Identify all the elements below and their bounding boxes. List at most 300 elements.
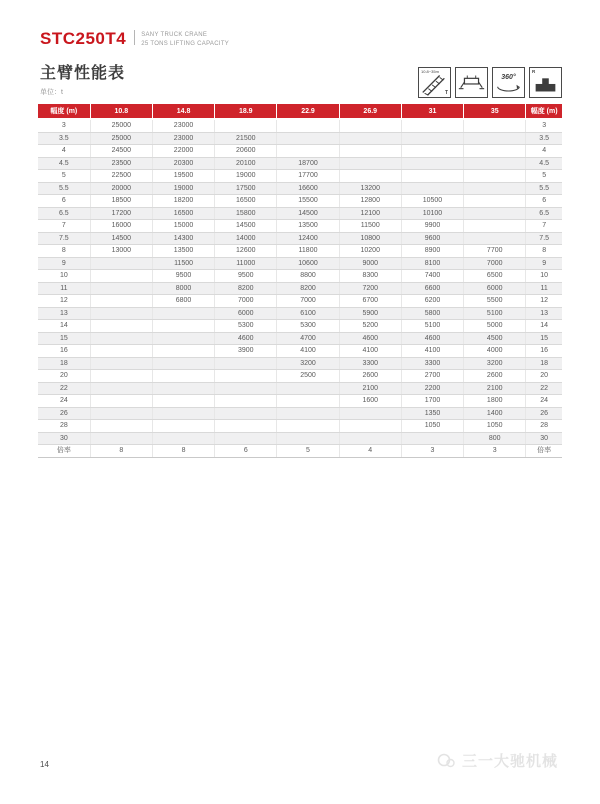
capacity-cell: 15000 bbox=[152, 220, 214, 233]
capacity-cell bbox=[152, 370, 214, 383]
capacity-cell: 11000 bbox=[215, 257, 277, 270]
capacity-cell bbox=[90, 370, 152, 383]
capacity-cell: 3900 bbox=[215, 345, 277, 358]
capacity-cell: 10100 bbox=[401, 207, 463, 220]
radius-cell: 18 bbox=[526, 357, 562, 370]
radius-cell: 13 bbox=[526, 307, 562, 320]
capacity-cell: 8200 bbox=[215, 282, 277, 295]
brand-tagline-line1: SANY TRUCK CRANE bbox=[141, 32, 208, 38]
capacity-cell bbox=[90, 332, 152, 345]
capacity-cell: 14000 bbox=[215, 232, 277, 245]
capacity-cell: 10500 bbox=[401, 195, 463, 208]
header-cell: 幅度 (m) bbox=[38, 104, 90, 119]
outriggers-icon bbox=[455, 67, 488, 98]
table-row bbox=[38, 119, 562, 132]
boom-corner-letter: T bbox=[444, 90, 448, 96]
unit-label: 单位：t bbox=[40, 89, 63, 96]
spec-icons bbox=[418, 67, 562, 98]
capacity-cell: 4100 bbox=[339, 345, 401, 358]
radius-cell: 7.5 bbox=[526, 232, 562, 245]
radius-cell: 30 bbox=[38, 432, 90, 445]
capacity-cell: 4100 bbox=[401, 345, 463, 358]
radius-cell: 3 bbox=[38, 119, 90, 132]
radius-cell: 3.5 bbox=[526, 132, 562, 145]
capacity-cell: 5300 bbox=[215, 320, 277, 333]
capacity-cell: 13200 bbox=[339, 182, 401, 195]
capacity-cell: 18700 bbox=[277, 157, 339, 170]
capacity-cell bbox=[464, 170, 526, 183]
capacity-cell: 16500 bbox=[215, 195, 277, 208]
header-cell: 22.9 bbox=[277, 104, 339, 119]
radius-cell: 4.5 bbox=[526, 157, 562, 170]
radius-cell: 3 bbox=[526, 119, 562, 132]
capacity-cell: 3300 bbox=[339, 357, 401, 370]
radius-cell: 24 bbox=[526, 395, 562, 408]
capacity-cell: 13500 bbox=[152, 245, 214, 258]
capacity-cell: 9500 bbox=[215, 270, 277, 283]
capacity-cell: 1050 bbox=[401, 420, 463, 433]
capacity-cell: 9900 bbox=[401, 220, 463, 233]
brand-tagline bbox=[141, 30, 229, 48]
capacity-cell: 8200 bbox=[277, 282, 339, 295]
capacity-cell bbox=[152, 357, 214, 370]
capacity-cell bbox=[152, 345, 214, 358]
capacity-cell bbox=[401, 119, 463, 132]
capacity-cell bbox=[90, 407, 152, 420]
capacity-cell: 12800 bbox=[339, 195, 401, 208]
radius-cell: 7 bbox=[526, 220, 562, 233]
table-row bbox=[38, 182, 562, 195]
radius-cell: 15 bbox=[526, 332, 562, 345]
capacity-cell: 11800 bbox=[277, 245, 339, 258]
capacity-cell: 7000 bbox=[464, 257, 526, 270]
capacity-cell: 3200 bbox=[277, 357, 339, 370]
capacity-cell: 5300 bbox=[277, 320, 339, 333]
capacity-cell: 6700 bbox=[339, 295, 401, 308]
capacity-cell: 12100 bbox=[339, 207, 401, 220]
table-row bbox=[38, 170, 562, 183]
capacity-cell: 6000 bbox=[464, 282, 526, 295]
capacity-cell: 7200 bbox=[339, 282, 401, 295]
capacity-cell: 1400 bbox=[464, 407, 526, 420]
brand-logo: STC250T4 bbox=[40, 29, 127, 48]
capacity-cell bbox=[401, 170, 463, 183]
radius-cell: 5.5 bbox=[526, 182, 562, 195]
capacity-cell: 7700 bbox=[464, 245, 526, 258]
capacity-cell: 2100 bbox=[339, 382, 401, 395]
capacity-cell: 20000 bbox=[90, 182, 152, 195]
capacity-cell: 5100 bbox=[464, 307, 526, 320]
radius-cell: 3.5 bbox=[38, 132, 90, 145]
capacity-cell: 14500 bbox=[90, 232, 152, 245]
capacity-cell: 10200 bbox=[339, 245, 401, 258]
capacity-cell: 5200 bbox=[339, 320, 401, 333]
counterweight-glyph bbox=[530, 68, 561, 97]
table-row bbox=[38, 345, 562, 358]
capacity-cell bbox=[339, 432, 401, 445]
multiplier-row bbox=[38, 445, 562, 458]
capacity-cell: 5500 bbox=[464, 295, 526, 308]
capacity-cell: 5900 bbox=[339, 307, 401, 320]
capacity-cell: 25000 bbox=[90, 132, 152, 145]
capacity-cell bbox=[401, 182, 463, 195]
radius-cell: 11 bbox=[526, 282, 562, 295]
capacity-cell: 17500 bbox=[215, 182, 277, 195]
radius-cell: 13 bbox=[38, 307, 90, 320]
counterweight-icon bbox=[529, 67, 562, 98]
capacity-cell: 13000 bbox=[90, 245, 152, 258]
table-row bbox=[38, 395, 562, 408]
capacity-cell bbox=[152, 382, 214, 395]
radius-cell: 28 bbox=[38, 420, 90, 433]
radius-cell: 10 bbox=[38, 270, 90, 283]
capacity-cell bbox=[339, 119, 401, 132]
brand-tagline-line2: 25 TONS LIFTING CAPACITY bbox=[141, 40, 230, 47]
capacity-cell: 16000 bbox=[90, 220, 152, 233]
capacity-cell: 4700 bbox=[277, 332, 339, 345]
capacity-cell bbox=[464, 220, 526, 233]
radius-cell: 26 bbox=[38, 407, 90, 420]
capacity-cell bbox=[152, 332, 214, 345]
capacity-cell bbox=[464, 119, 526, 132]
capacity-cell bbox=[215, 357, 277, 370]
boom-range-label: 10.8~35m bbox=[421, 69, 439, 74]
header-cell: 26.9 bbox=[339, 104, 401, 119]
capacity-cell: 22000 bbox=[152, 145, 214, 158]
capacity-cell: 18500 bbox=[90, 195, 152, 208]
capacity-cell: 17700 bbox=[277, 170, 339, 183]
capacity-cell bbox=[152, 432, 214, 445]
radius-cell: 24 bbox=[38, 395, 90, 408]
header-cell: 10.8 bbox=[90, 104, 152, 119]
radius-cell: 7.5 bbox=[38, 232, 90, 245]
table-row bbox=[38, 207, 562, 220]
radius-cell: 16 bbox=[526, 345, 562, 358]
radius-cell: 5.5 bbox=[38, 182, 90, 195]
capacity-cell: 23500 bbox=[90, 157, 152, 170]
radius-cell: 15 bbox=[38, 332, 90, 345]
counterweight-letter: R bbox=[532, 69, 536, 74]
radius-cell: 8 bbox=[526, 245, 562, 258]
rotation-arrow-glyph bbox=[493, 68, 524, 97]
capacity-cell bbox=[464, 232, 526, 245]
brand-header bbox=[40, 30, 229, 48]
table-row bbox=[38, 407, 562, 420]
radius-cell: 30 bbox=[526, 432, 562, 445]
table-body bbox=[38, 119, 562, 445]
capacity-cell bbox=[339, 145, 401, 158]
outriggers-glyph bbox=[456, 68, 487, 97]
capacity-cell: 7400 bbox=[401, 270, 463, 283]
capacity-cell: 10800 bbox=[339, 232, 401, 245]
table-row bbox=[38, 220, 562, 233]
capacity-cell bbox=[215, 382, 277, 395]
capacity-cell bbox=[277, 407, 339, 420]
capacity-cell bbox=[464, 145, 526, 158]
capacity-cell bbox=[152, 320, 214, 333]
radius-cell: 6.5 bbox=[38, 207, 90, 220]
capacity-cell: 800 bbox=[464, 432, 526, 445]
table-row bbox=[38, 370, 562, 383]
capacity-cell bbox=[90, 270, 152, 283]
rotation-360-icon bbox=[492, 67, 525, 98]
table-row bbox=[38, 420, 562, 433]
capacity-cell bbox=[90, 307, 152, 320]
multiplier-cell: 8 bbox=[90, 445, 152, 458]
radius-cell: 26 bbox=[526, 407, 562, 420]
capacity-cell: 7000 bbox=[215, 295, 277, 308]
radius-cell: 9 bbox=[38, 257, 90, 270]
header-cell: 18.9 bbox=[215, 104, 277, 119]
multiplier-cell: 5 bbox=[277, 445, 339, 458]
capacity-cell: 2600 bbox=[339, 370, 401, 383]
capacity-cell: 20100 bbox=[215, 157, 277, 170]
capacity-cell: 9000 bbox=[339, 257, 401, 270]
table-row bbox=[38, 232, 562, 245]
table-row bbox=[38, 257, 562, 270]
capacity-cell bbox=[90, 320, 152, 333]
radius-cell: 4.5 bbox=[38, 157, 90, 170]
multiplier-label-cell: 倍率 bbox=[38, 445, 90, 458]
capacity-cell bbox=[464, 157, 526, 170]
capacity-cell: 10600 bbox=[277, 257, 339, 270]
capacity-cell bbox=[277, 382, 339, 395]
radius-cell: 5 bbox=[38, 170, 90, 183]
header-cell: 31 bbox=[401, 104, 463, 119]
capacity-cell bbox=[215, 432, 277, 445]
capacity-cell bbox=[90, 432, 152, 445]
capacity-cell: 19000 bbox=[215, 170, 277, 183]
capacity-cell bbox=[277, 132, 339, 145]
table-row bbox=[38, 195, 562, 208]
capacity-cell: 23000 bbox=[152, 119, 214, 132]
capacity-cell: 3200 bbox=[464, 357, 526, 370]
capacity-cell: 16500 bbox=[152, 207, 214, 220]
capacity-cell bbox=[401, 157, 463, 170]
capacity-cell: 23000 bbox=[152, 132, 214, 145]
radius-cell: 20 bbox=[38, 370, 90, 383]
table-row bbox=[38, 357, 562, 370]
capacity-cell: 17200 bbox=[90, 207, 152, 220]
radius-cell: 18 bbox=[38, 357, 90, 370]
capacity-cell: 4600 bbox=[215, 332, 277, 345]
capacity-cell: 4600 bbox=[401, 332, 463, 345]
capacity-cell: 11500 bbox=[339, 220, 401, 233]
header-cell: 幅度 (m) bbox=[526, 104, 562, 119]
capacity-cell bbox=[339, 170, 401, 183]
capacity-cell: 20600 bbox=[215, 145, 277, 158]
capacity-cell bbox=[464, 195, 526, 208]
capacity-cell: 5100 bbox=[401, 320, 463, 333]
capacity-cell: 15800 bbox=[215, 207, 277, 220]
capacity-cell: 1700 bbox=[401, 395, 463, 408]
capacity-cell bbox=[90, 395, 152, 408]
capacity-cell bbox=[215, 420, 277, 433]
boom-performance-table bbox=[38, 104, 562, 458]
multiplier-cell: 8 bbox=[152, 445, 214, 458]
capacity-cell: 24500 bbox=[90, 145, 152, 158]
capacity-cell bbox=[277, 145, 339, 158]
capacity-cell: 19500 bbox=[152, 170, 214, 183]
capacity-cell: 8100 bbox=[401, 257, 463, 270]
capacity-cell bbox=[90, 357, 152, 370]
capacity-cell: 2200 bbox=[401, 382, 463, 395]
capacity-cell bbox=[152, 407, 214, 420]
boom-length-icon bbox=[418, 67, 451, 98]
capacity-cell: 18200 bbox=[152, 195, 214, 208]
capacity-cell: 1600 bbox=[339, 395, 401, 408]
capacity-cell bbox=[339, 132, 401, 145]
table-row bbox=[38, 295, 562, 308]
capacity-cell: 7000 bbox=[277, 295, 339, 308]
radius-cell: 22 bbox=[526, 382, 562, 395]
radius-cell: 14 bbox=[38, 320, 90, 333]
capacity-cell: 12400 bbox=[277, 232, 339, 245]
capacity-cell bbox=[277, 432, 339, 445]
capacity-cell: 1800 bbox=[464, 395, 526, 408]
radius-cell: 12 bbox=[38, 295, 90, 308]
capacity-cell: 15500 bbox=[277, 195, 339, 208]
multiplier-cell: 4 bbox=[339, 445, 401, 458]
capacity-cell: 12600 bbox=[215, 245, 277, 258]
capacity-cell: 8800 bbox=[277, 270, 339, 283]
radius-cell: 8 bbox=[38, 245, 90, 258]
capacity-cell bbox=[277, 395, 339, 408]
capacity-cell: 20300 bbox=[152, 157, 214, 170]
capacity-cell: 2100 bbox=[464, 382, 526, 395]
capacity-cell bbox=[90, 420, 152, 433]
capacity-cell: 14500 bbox=[215, 220, 277, 233]
capacity-cell: 4100 bbox=[277, 345, 339, 358]
radius-cell: 20 bbox=[526, 370, 562, 383]
capacity-cell: 3300 bbox=[401, 357, 463, 370]
table-row bbox=[38, 157, 562, 170]
capacity-cell: 5000 bbox=[464, 320, 526, 333]
table-row bbox=[38, 432, 562, 445]
capacity-cell: 6600 bbox=[401, 282, 463, 295]
capacity-cell bbox=[215, 407, 277, 420]
table-row bbox=[38, 132, 562, 145]
capacity-cell: 6100 bbox=[277, 307, 339, 320]
capacity-cell bbox=[339, 420, 401, 433]
capacity-cell bbox=[152, 307, 214, 320]
radius-cell: 6.5 bbox=[526, 207, 562, 220]
capacity-cell: 14300 bbox=[152, 232, 214, 245]
radius-cell: 16 bbox=[38, 345, 90, 358]
capacity-cell: 21500 bbox=[215, 132, 277, 145]
capacity-cell: 4500 bbox=[464, 332, 526, 345]
radius-cell: 4 bbox=[526, 145, 562, 158]
capacity-cell bbox=[90, 345, 152, 358]
radius-cell: 7 bbox=[38, 220, 90, 233]
multiplier-label-cell: 倍率 bbox=[526, 445, 562, 458]
capacity-cell: 4600 bbox=[339, 332, 401, 345]
table-row bbox=[38, 245, 562, 258]
capacity-cell bbox=[215, 119, 277, 132]
radius-cell: 11 bbox=[38, 282, 90, 295]
capacity-cell: 19000 bbox=[152, 182, 214, 195]
capacity-cell bbox=[215, 370, 277, 383]
radius-cell: 14 bbox=[526, 320, 562, 333]
watermark bbox=[437, 750, 558, 771]
capacity-cell: 9500 bbox=[152, 270, 214, 283]
capacity-cell bbox=[277, 119, 339, 132]
watermark-logo-icon bbox=[437, 752, 457, 770]
capacity-cell bbox=[277, 420, 339, 433]
capacity-cell bbox=[90, 282, 152, 295]
radius-cell: 6 bbox=[38, 195, 90, 208]
page-number: 14 bbox=[40, 760, 49, 769]
capacity-cell bbox=[339, 157, 401, 170]
table-row bbox=[38, 270, 562, 283]
capacity-cell bbox=[464, 182, 526, 195]
capacity-cell bbox=[90, 382, 152, 395]
radius-cell: 12 bbox=[526, 295, 562, 308]
watermark-text: 三一大驰机械 bbox=[461, 753, 558, 770]
multiplier-cell: 6 bbox=[215, 445, 277, 458]
capacity-cell: 2700 bbox=[401, 370, 463, 383]
radius-cell: 10 bbox=[526, 270, 562, 283]
capacity-cell: 6500 bbox=[464, 270, 526, 283]
capacity-cell: 25000 bbox=[90, 119, 152, 132]
capacity-cell: 13500 bbox=[277, 220, 339, 233]
capacity-cell: 6000 bbox=[215, 307, 277, 320]
capacity-cell: 4000 bbox=[464, 345, 526, 358]
capacity-cell: 1050 bbox=[464, 420, 526, 433]
multiplier-cell: 3 bbox=[464, 445, 526, 458]
radius-cell: 22 bbox=[38, 382, 90, 395]
table-header-row bbox=[38, 104, 562, 119]
capacity-cell: 8000 bbox=[152, 282, 214, 295]
capacity-cell bbox=[152, 420, 214, 433]
table-row bbox=[38, 282, 562, 295]
radius-cell: 4 bbox=[38, 145, 90, 158]
capacity-cell: 8300 bbox=[339, 270, 401, 283]
rotation-label: 360° bbox=[501, 74, 516, 81]
radius-cell: 9 bbox=[526, 257, 562, 270]
capacity-cell: 22500 bbox=[90, 170, 152, 183]
capacity-cell: 6200 bbox=[401, 295, 463, 308]
capacity-cell bbox=[152, 395, 214, 408]
capacity-cell bbox=[90, 295, 152, 308]
table-row bbox=[38, 382, 562, 395]
table-row bbox=[38, 307, 562, 320]
page-title: 主臂性能表 bbox=[40, 65, 126, 82]
capacity-cell: 11500 bbox=[152, 257, 214, 270]
capacity-cell: 6800 bbox=[152, 295, 214, 308]
capacity-cell: 2500 bbox=[277, 370, 339, 383]
capacity-cell bbox=[464, 207, 526, 220]
capacity-cell bbox=[339, 407, 401, 420]
capacity-cell: 1350 bbox=[401, 407, 463, 420]
capacity-cell: 9600 bbox=[401, 232, 463, 245]
table-row bbox=[38, 320, 562, 333]
multiplier-cell: 3 bbox=[401, 445, 463, 458]
capacity-cell: 16600 bbox=[277, 182, 339, 195]
capacity-cell bbox=[401, 145, 463, 158]
radius-cell: 28 bbox=[526, 420, 562, 433]
capacity-cell bbox=[90, 257, 152, 270]
header-cell: 35 bbox=[464, 104, 526, 119]
capacity-cell bbox=[401, 132, 463, 145]
capacity-cell: 2600 bbox=[464, 370, 526, 383]
brand-divider bbox=[134, 30, 135, 45]
capacity-cell: 5800 bbox=[401, 307, 463, 320]
radius-cell: 6 bbox=[526, 195, 562, 208]
header-cell: 14.8 bbox=[152, 104, 214, 119]
capacity-cell bbox=[464, 132, 526, 145]
capacity-cell: 14500 bbox=[277, 207, 339, 220]
